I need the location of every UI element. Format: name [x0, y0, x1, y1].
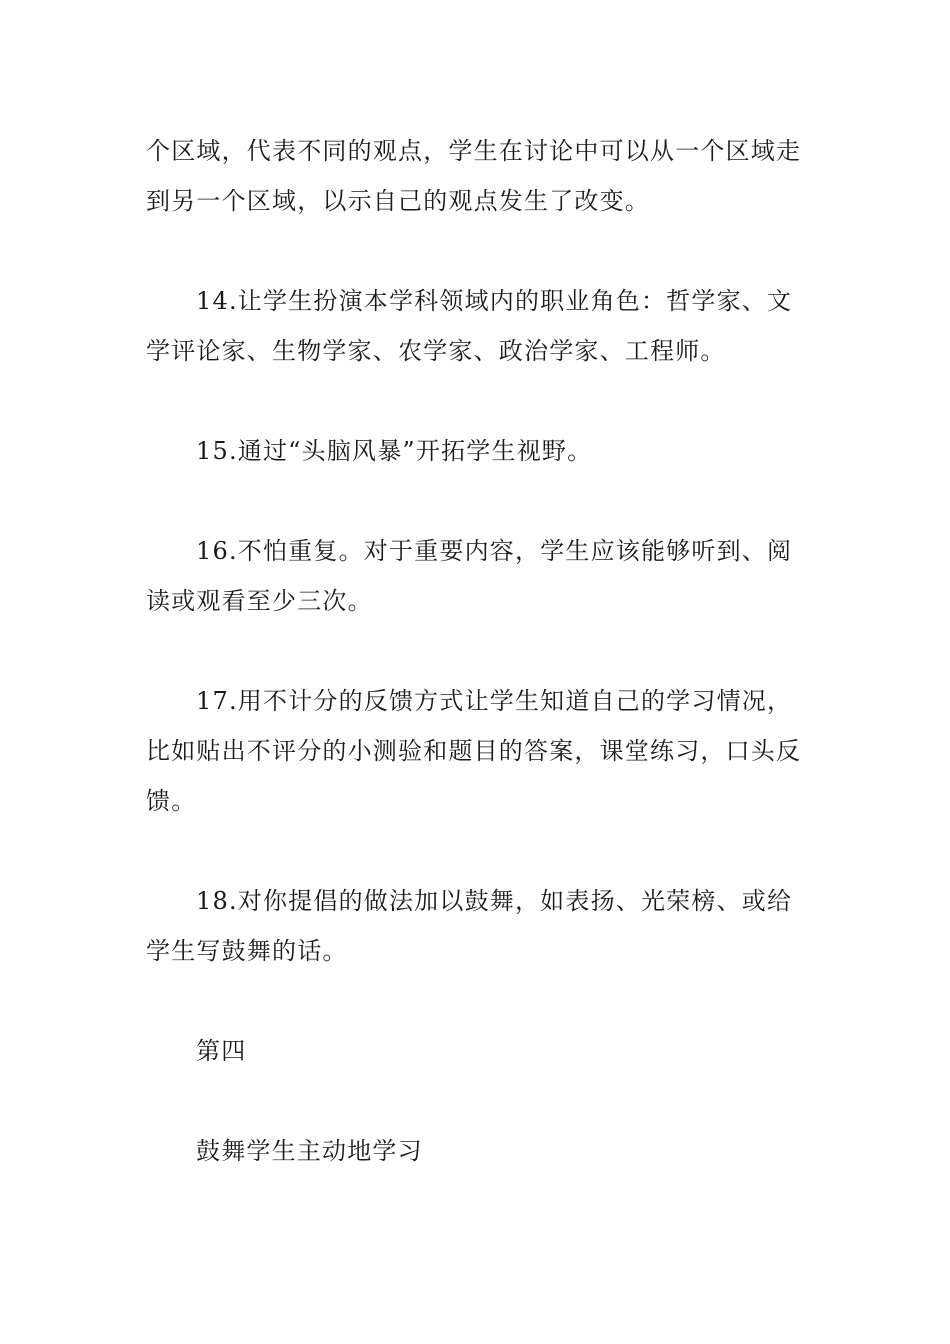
paragraph-gap [146, 826, 806, 876]
paragraph-gap [146, 376, 806, 426]
paragraph-item-16: 16.不怕重复。对于重要内容，学生应该能够听到、阅读或观看至少三次。 [146, 537, 793, 615]
paragraph-item-15: 15.通过“头脑风暴”开拓学生视野。 [196, 437, 593, 465]
paragraph-gap [146, 626, 806, 676]
section-heading: 第四 [196, 1037, 247, 1065]
document-page [146, 126, 806, 1176]
paragraph-gap [146, 476, 806, 526]
paragraph-continuation: 个区域，代表不同的观点，学生在讨论中可以从一个区域走到另一个区域，以示自己的观点发生了改变。 [146, 137, 802, 215]
section-subheading: 鼓舞学生主动地学习 [196, 1137, 423, 1165]
paragraph-gap [146, 226, 806, 276]
paragraph-item-17: 17.用不计分的反馈方式让学生知道自己的学习情况，比如贴出不评分的小测验和题目的答案，课堂练习，口头反馈。 [146, 687, 802, 815]
paragraph-gap [146, 1076, 806, 1126]
paragraph-item-18: 18.对你提倡的做法加以鼓舞，如表扬、光荣榜、或给学生写鼓舞的话。 [146, 887, 793, 965]
paragraph-item-14: 14.让学生扮演本学科领域内的职业角色：哲学家、文学评论家、生物学家、农学家、政治学家、工程师。 [146, 287, 793, 365]
paragraph-gap [146, 976, 806, 1026]
